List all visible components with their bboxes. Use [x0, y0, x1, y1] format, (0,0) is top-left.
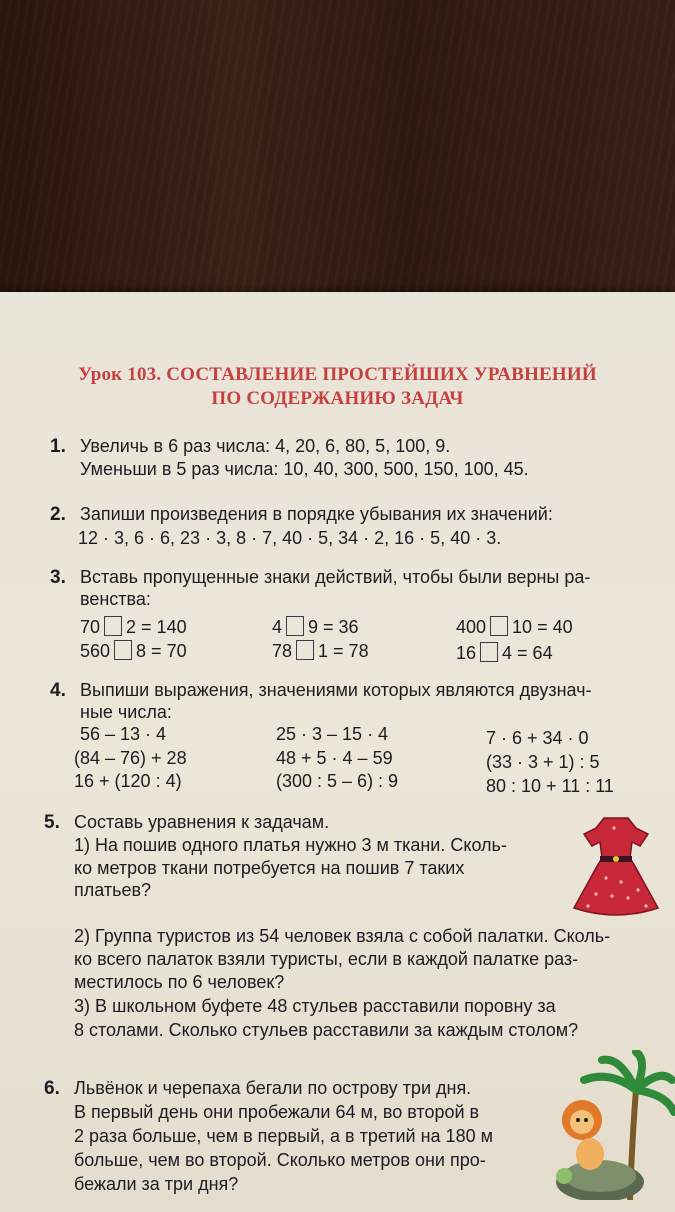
- blank-box[interactable]: [104, 616, 122, 636]
- expression: (33 · 3 + 1) : 5: [486, 752, 600, 772]
- task2-line1: Запиши произведения в порядке убывания их значений:: [80, 504, 553, 524]
- task5-p2-line1: 2) Группа туристов из 54 человек взяла с собой палатки. Сколь-: [74, 926, 611, 946]
- expression: 16 + (120 : 4): [74, 771, 182, 791]
- task5-number: 5.: [44, 812, 60, 833]
- task6-line5: бежали за три дня?: [74, 1174, 239, 1194]
- task5-line1: Составь уравнения к задачам.: [74, 812, 330, 832]
- task3-line2: венства:: [80, 589, 151, 609]
- blank-box[interactable]: [480, 642, 498, 662]
- task4-line1: Выпиши выражения, значениями которых являются двузнач-: [80, 680, 592, 700]
- equation-2: 4 9 = 36: [272, 617, 359, 637]
- task1-line2: Уменьши в 5 раз числа: 10, 40, 300, 500, 150, 100, 45.: [80, 459, 529, 479]
- task6-line1: Львёнок и черепаха бегали по острову три дня.: [74, 1078, 472, 1098]
- task6-line2: В первый день они пробежали 64 м, во второй в: [74, 1102, 480, 1122]
- textbook-page: [0, 292, 675, 1212]
- wooden-table-background: [0, 0, 675, 300]
- expression: (300 : 5 – 6) : 9: [276, 771, 399, 791]
- red-dress-illustration: [566, 812, 666, 922]
- task2-products: 12 · 3, 6 · 6, 23 · 3, 8 · 7, 40 · 5, 34 · 2, 16 · 5, 40 · 3.: [78, 528, 502, 548]
- task1-number: 1.: [50, 436, 66, 457]
- task3-line1: Вставь пропущенные знаки действий, чтобы были верны ра-: [80, 567, 591, 587]
- blank-box[interactable]: [286, 616, 304, 636]
- task4-line2: ные числа:: [80, 702, 172, 722]
- equation-3: 400 10 = 40: [456, 617, 573, 637]
- task5-p3-line1: 3) В школьном буфете 48 стульев расставили поровну за: [74, 996, 556, 1016]
- lesson-title-line2: ПО СОДЕРЖАНИЮ ЗАДАЧ: [211, 388, 464, 409]
- lesson-title-line1: Урок 103. СОСТАВЛЕНИЕ ПРОСТЕЙШИХ УРАВНЕНИЙ: [78, 364, 597, 385]
- task1-line1: Увеличь в 6 раз числа: 4, 20, 6, 80, 5, 100, 9.: [80, 436, 451, 456]
- task2-number: 2.: [50, 504, 66, 525]
- task5-p1-line1: 1) На пошив одного платья нужно 3 м ткани. Сколь-: [74, 835, 507, 855]
- lion-cub-and-turtle-illustration: [540, 1050, 675, 1200]
- blank-box[interactable]: [490, 616, 508, 636]
- blank-box[interactable]: [296, 640, 314, 660]
- equation-5: 78 1 = 78: [272, 641, 369, 661]
- task6-line3: 2 раза больше, чем в первый, а в третий на 180 м: [74, 1126, 493, 1146]
- blank-box[interactable]: [114, 640, 132, 660]
- expression: 80 : 10 + 11 : 11: [486, 776, 614, 796]
- expression: 25 · 3 – 15 · 4: [276, 724, 389, 744]
- expression: (84 – 76) + 28: [74, 748, 187, 768]
- task3-number: 3.: [50, 567, 66, 588]
- task5-p2-line3: местилось по 6 человек?: [74, 972, 285, 992]
- task5-p3-line2: 8 столами. Сколько стульев расставили за каждым столом?: [74, 1020, 579, 1040]
- expression: 7 · 6 + 34 · 0: [486, 728, 589, 748]
- expression: 56 – 13 · 4: [80, 724, 167, 744]
- equation-1: 70 2 = 140: [80, 617, 187, 637]
- task5-p1-line2: ко метров ткани потребуется на пошив 7 таких: [74, 858, 465, 878]
- equation-4: 560 8 = 70: [80, 641, 187, 661]
- expression: 48 + 5 · 4 – 59: [276, 748, 393, 768]
- task6-number: 6.: [44, 1078, 60, 1099]
- task4-number: 4.: [50, 680, 66, 701]
- equation-6: 16 4 = 64: [456, 643, 553, 663]
- task5-p1-line3: платьев?: [74, 880, 152, 900]
- task6-line4: больше, чем во второй. Сколько метров они про-: [74, 1150, 486, 1170]
- task5-p2-line2: ко всего палаток взяли туристы, если в каждой палатке раз-: [74, 949, 579, 969]
